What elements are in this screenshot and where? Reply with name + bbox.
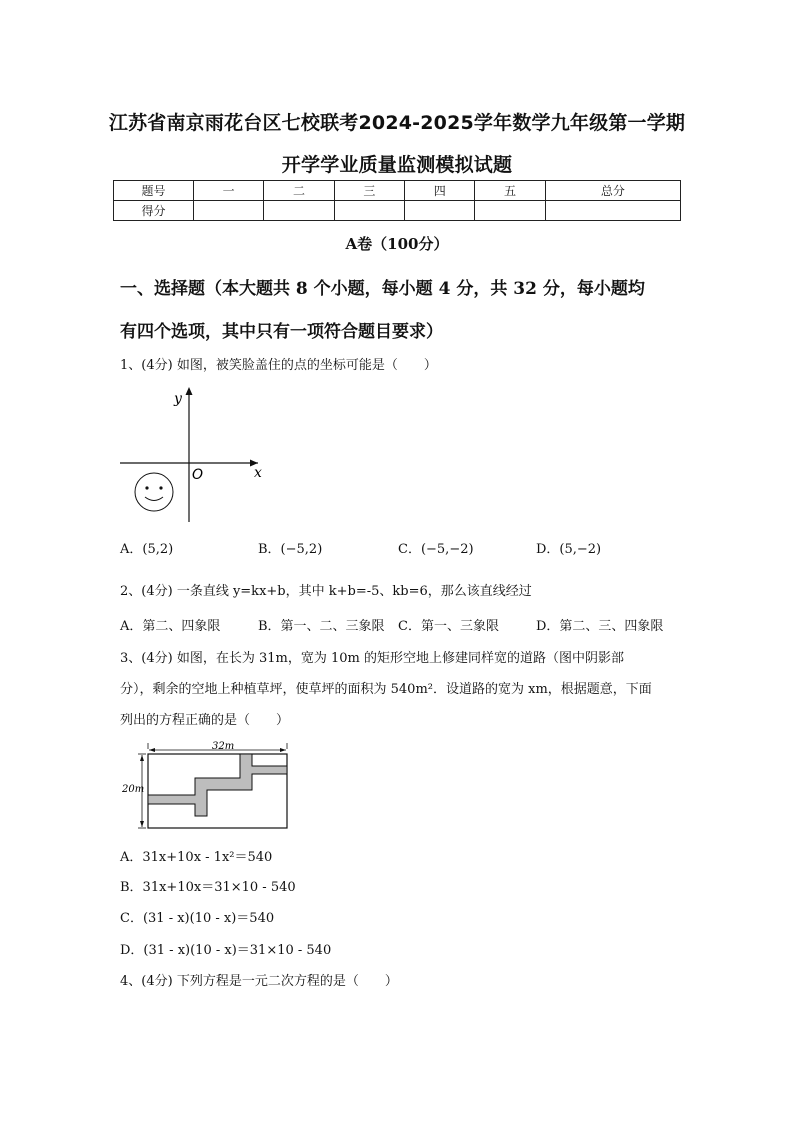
question-2-text: 2、(4分) 一条直线 y=kx+b，其中 k+b=-5、kb=6，那么该直线经过 [120,584,532,599]
question-3-line-1: 3、(4分) 如图，在长为 31m，宽为 10m 的矩形空地上修建同样宽的道路（图中阴影部 [120,651,624,666]
score-cell: 总分 [545,181,680,201]
question-1-option-c[interactable]: C．(−5,−2) [398,542,474,557]
part1-heading-line-2: 有四个选项，其中只有一项符合题目要求） [120,322,443,342]
question-3-option-a[interactable]: A．31x+10x - 1x²＝540 [120,850,273,865]
score-cell: 三 [334,181,404,201]
question-3-option-c[interactable]: C．(31 - x)(10 - x)＝540 [120,911,275,926]
question-3-option-b[interactable]: B．31x+10x＝31×10 - 540 [120,880,296,895]
section-heading: A卷（100分） [345,235,449,253]
score-cell [475,201,545,221]
y-axis-label: y [174,391,182,407]
score-table-score-row [114,201,681,221]
question-1-text: 1、(4分) 如图，被笑脸盖住的点的坐标可能是（ ） [120,358,437,373]
question-1-option-d[interactable]: D．(5,−2) [536,542,602,557]
x-axis-label: x [254,465,262,481]
doc-title-line-1: 江苏省南京雨花台区七校联考2024-2025学年数学九年级第一学期 [108,112,686,134]
part1-heading-line-1: 一、选择题（本大题共 8 个小题，每小题 4 分，共 32 分，每小题均 [120,279,645,299]
question-2-option-a[interactable]: A．第二、四象限 [120,619,221,634]
width-label: 32m [212,741,235,752]
score-cell [264,201,334,221]
question-3-line-2: 分），剩余的空地上种植草坪，使草坪的面积为 540m²．设道路的宽为 xm，根据题意，下面 [120,682,652,697]
question-2-option-c[interactable]: C．第一、三象限 [398,619,499,634]
score-cell: 一 [194,181,264,201]
score-cell: 题号 [114,181,194,201]
y-axis-arrow [186,387,193,395]
score-cell: 五 [475,181,545,201]
score-cell: 二 [264,181,334,201]
question-3-option-d[interactable]: D．(31 - x)(10 - x)＝31×10 - 540 [120,943,332,958]
question-3-line-3: 列出的方程正确的是（ ） [120,713,290,728]
question-2-option-b[interactable]: B．第一、二、三象限 [258,619,385,634]
smiley-face-icon [135,473,173,511]
doc-title-line-2: 开学学业质量监测模拟试题 [281,154,513,176]
score-cell [545,201,680,221]
question-1-option-b[interactable]: B．(−5,2) [258,542,323,557]
road-diagram-figure [120,740,295,832]
score-cell [194,201,264,221]
question-1-option-a[interactable]: A．(5,2) [120,542,174,557]
question-4-text: 4、(4分) 下列方程是一元二次方程的是（ ） [120,974,398,989]
question-2-option-d[interactable]: D．第二、三、四象限 [536,619,664,634]
score-table-header-row [114,181,681,201]
coordinate-plane-figure [118,385,268,525]
score-cell: 四 [405,181,475,201]
origin-label: O [192,467,204,483]
score-cell [405,201,475,221]
height-label: 20m [122,784,145,795]
score-table [113,180,681,221]
score-cell: 得分 [114,201,194,221]
rectangular-lot [148,754,287,828]
score-cell [334,201,404,221]
